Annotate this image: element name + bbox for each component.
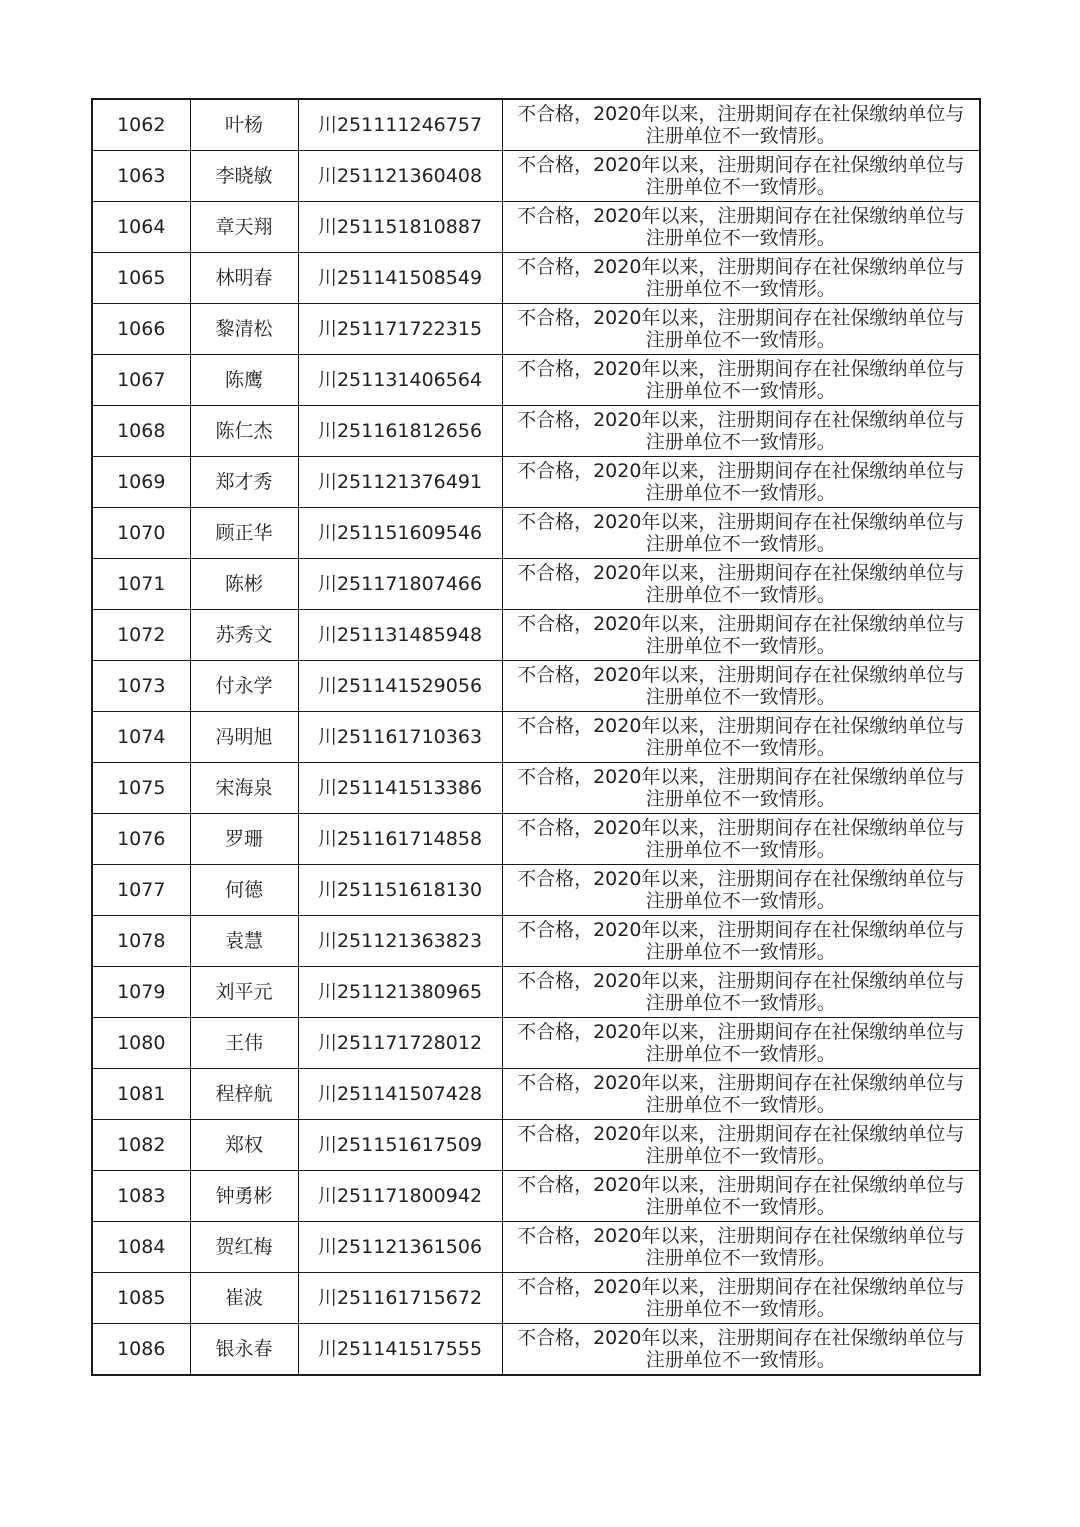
result-cell <box>502 967 980 1018</box>
name-cell: 钟勇彬 <box>190 1171 298 1222</box>
result-text-line-1: 不合格，2020年以来，注册期间存在社保缴纳单位与 <box>517 766 965 788</box>
result-text-line-1: 不合格，2020年以来，注册期间存在社保缴纳单位与 <box>517 205 965 227</box>
serial-number-cell: 1072 <box>92 610 190 661</box>
certificate-number-cell: 川251161714858 <box>298 814 502 865</box>
result-text-line-2: 注册单位不一致情形。 <box>645 584 836 606</box>
result-text-line-2: 注册单位不一致情形。 <box>645 482 836 504</box>
serial-number-cell: 1065 <box>92 253 190 304</box>
result-cell <box>502 253 980 304</box>
table-row <box>92 151 980 202</box>
name-cell: 李晓敏 <box>190 151 298 202</box>
result-cell <box>502 457 980 508</box>
table-row <box>92 1171 980 1222</box>
certificate-number-cell: 川251171728012 <box>298 1018 502 1069</box>
result-text-line-1: 不合格，2020年以来，注册期间存在社保缴纳单位与 <box>517 613 965 635</box>
result-text-line-2: 注册单位不一致情形。 <box>645 890 836 912</box>
table-row <box>92 661 980 712</box>
result-text-line-2: 注册单位不一致情形。 <box>645 1298 836 1320</box>
certificate-number-cell: 川251151617509 <box>298 1120 502 1171</box>
result-text-line-1: 不合格，2020年以来，注册期间存在社保缴纳单位与 <box>517 409 965 431</box>
certificate-number-cell: 川251141529056 <box>298 661 502 712</box>
result-text-line-1: 不合格，2020年以来，注册期间存在社保缴纳单位与 <box>517 1327 965 1349</box>
certificate-number-cell: 川251121361506 <box>298 1222 502 1273</box>
result-text-line-2: 注册单位不一致情形。 <box>645 635 836 657</box>
certificate-number-cell: 川251141508549 <box>298 253 502 304</box>
result-cell <box>502 508 980 559</box>
result-text-line-2: 注册单位不一致情形。 <box>645 992 836 1014</box>
serial-number-cell: 1082 <box>92 1120 190 1171</box>
name-cell: 银永春 <box>190 1324 298 1376</box>
name-cell: 黎清松 <box>190 304 298 355</box>
result-text-line-1: 不合格，2020年以来，注册期间存在社保缴纳单位与 <box>517 256 965 278</box>
serial-number-cell: 1070 <box>92 508 190 559</box>
table-row <box>92 1069 980 1120</box>
name-cell: 叶杨 <box>190 99 298 151</box>
table-row <box>92 814 980 865</box>
name-cell: 林明春 <box>190 253 298 304</box>
result-text-line-2: 注册单位不一致情形。 <box>645 125 836 147</box>
result-cell <box>502 1222 980 1273</box>
serial-number-cell: 1064 <box>92 202 190 253</box>
table-row <box>92 304 980 355</box>
result-text-line-2: 注册单位不一致情形。 <box>645 839 836 861</box>
serial-number-cell: 1073 <box>92 661 190 712</box>
results-table <box>91 98 981 1376</box>
name-cell: 陈鹰 <box>190 355 298 406</box>
table-row <box>92 712 980 763</box>
result-text-line-2: 注册单位不一致情形。 <box>645 941 836 963</box>
table-row <box>92 763 980 814</box>
certificate-number-cell: 川251161710363 <box>298 712 502 763</box>
result-text-line-1: 不合格，2020年以来，注册期间存在社保缴纳单位与 <box>517 460 965 482</box>
result-cell <box>502 814 980 865</box>
result-cell <box>502 99 980 151</box>
name-cell: 陈彬 <box>190 559 298 610</box>
result-cell <box>502 712 980 763</box>
result-text-line-1: 不合格，2020年以来，注册期间存在社保缴纳单位与 <box>517 1225 965 1247</box>
result-text-line-2: 注册单位不一致情形。 <box>645 737 836 759</box>
result-text-line-1: 不合格，2020年以来，注册期间存在社保缴纳单位与 <box>517 103 965 125</box>
result-cell <box>502 304 980 355</box>
result-text-line-2: 注册单位不一致情形。 <box>645 788 836 810</box>
table-row <box>92 1273 980 1324</box>
serial-number-cell: 1076 <box>92 814 190 865</box>
serial-number-cell: 1066 <box>92 304 190 355</box>
serial-number-cell: 1083 <box>92 1171 190 1222</box>
result-cell <box>502 406 980 457</box>
result-cell <box>502 661 980 712</box>
name-cell: 宋海泉 <box>190 763 298 814</box>
table-row <box>92 457 980 508</box>
certificate-number-cell: 川251151618130 <box>298 865 502 916</box>
certificate-number-cell: 川251171722315 <box>298 304 502 355</box>
certificate-number-cell: 川251171800942 <box>298 1171 502 1222</box>
certificate-number-cell: 川251121360408 <box>298 151 502 202</box>
name-cell: 冯明旭 <box>190 712 298 763</box>
result-text-line-2: 注册单位不一致情形。 <box>645 1043 836 1065</box>
result-cell <box>502 202 980 253</box>
table-row <box>92 406 980 457</box>
result-text-line-1: 不合格，2020年以来，注册期间存在社保缴纳单位与 <box>517 715 965 737</box>
result-text-line-1: 不合格，2020年以来，注册期间存在社保缴纳单位与 <box>517 919 965 941</box>
result-cell <box>502 916 980 967</box>
name-cell: 郑才秀 <box>190 457 298 508</box>
name-cell: 苏秀文 <box>190 610 298 661</box>
name-cell: 王伟 <box>190 1018 298 1069</box>
result-text-line-2: 注册单位不一致情形。 <box>645 176 836 198</box>
serial-number-cell: 1074 <box>92 712 190 763</box>
table-row <box>92 1222 980 1273</box>
serial-number-cell: 1062 <box>92 99 190 151</box>
name-cell: 罗珊 <box>190 814 298 865</box>
result-cell <box>502 1273 980 1324</box>
name-cell: 崔波 <box>190 1273 298 1324</box>
result-text-line-1: 不合格，2020年以来，注册期间存在社保缴纳单位与 <box>517 154 965 176</box>
result-text-line-1: 不合格，2020年以来，注册期间存在社保缴纳单位与 <box>517 1072 965 1094</box>
table-row <box>92 508 980 559</box>
name-cell: 章天翔 <box>190 202 298 253</box>
serial-number-cell: 1080 <box>92 1018 190 1069</box>
result-text-line-2: 注册单位不一致情形。 <box>645 1094 836 1116</box>
serial-number-cell: 1085 <box>92 1273 190 1324</box>
name-cell: 贺红梅 <box>190 1222 298 1273</box>
serial-number-cell: 1081 <box>92 1069 190 1120</box>
certificate-number-cell: 川251161812656 <box>298 406 502 457</box>
certificate-number-cell: 川251111246757 <box>298 99 502 151</box>
result-text-line-1: 不合格，2020年以来，注册期间存在社保缴纳单位与 <box>517 817 965 839</box>
serial-number-cell: 1084 <box>92 1222 190 1273</box>
table-row <box>92 967 980 1018</box>
table-row <box>92 355 980 406</box>
certificate-number-cell: 川251171807466 <box>298 559 502 610</box>
name-cell: 何德 <box>190 865 298 916</box>
certificate-number-cell: 川251131406564 <box>298 355 502 406</box>
table-row <box>92 916 980 967</box>
serial-number-cell: 1071 <box>92 559 190 610</box>
name-cell: 程梓航 <box>190 1069 298 1120</box>
result-cell <box>502 355 980 406</box>
result-text-line-1: 不合格，2020年以来，注册期间存在社保缴纳单位与 <box>517 868 965 890</box>
result-cell <box>502 1069 980 1120</box>
result-text-line-1: 不合格，2020年以来，注册期间存在社保缴纳单位与 <box>517 562 965 584</box>
table-row <box>92 202 980 253</box>
table-row <box>92 1120 980 1171</box>
certificate-number-cell: 川251151810887 <box>298 202 502 253</box>
result-text-line-2: 注册单位不一致情形。 <box>645 686 836 708</box>
name-cell: 袁慧 <box>190 916 298 967</box>
result-cell <box>502 763 980 814</box>
result-text-line-2: 注册单位不一致情形。 <box>645 431 836 453</box>
name-cell: 郑权 <box>190 1120 298 1171</box>
result-text-line-1: 不合格，2020年以来，注册期间存在社保缴纳单位与 <box>517 358 965 380</box>
table-row <box>92 253 980 304</box>
name-cell: 付永学 <box>190 661 298 712</box>
result-cell <box>502 1018 980 1069</box>
result-cell <box>502 559 980 610</box>
table-row <box>92 1324 980 1376</box>
serial-number-cell: 1079 <box>92 967 190 1018</box>
result-text-line-1: 不合格，2020年以来，注册期间存在社保缴纳单位与 <box>517 1021 965 1043</box>
serial-number-cell: 1068 <box>92 406 190 457</box>
result-text-line-2: 注册单位不一致情形。 <box>645 278 836 300</box>
table-row <box>92 610 980 661</box>
results-table-body <box>92 99 980 1375</box>
result-cell <box>502 1171 980 1222</box>
result-text-line-1: 不合格，2020年以来，注册期间存在社保缴纳单位与 <box>517 307 965 329</box>
result-text-line-1: 不合格，2020年以来，注册期间存在社保缴纳单位与 <box>517 1276 965 1298</box>
result-text-line-2: 注册单位不一致情形。 <box>645 227 836 249</box>
certificate-number-cell: 川251141507428 <box>298 1069 502 1120</box>
certificate-number-cell: 川251151609546 <box>298 508 502 559</box>
certificate-number-cell: 川251121380965 <box>298 967 502 1018</box>
certificate-number-cell: 川251121376491 <box>298 457 502 508</box>
serial-number-cell: 1069 <box>92 457 190 508</box>
result-text-line-2: 注册单位不一致情形。 <box>645 1196 836 1218</box>
result-text-line-2: 注册单位不一致情形。 <box>645 380 836 402</box>
certificate-number-cell: 川251131485948 <box>298 610 502 661</box>
certificate-number-cell: 川251161715672 <box>298 1273 502 1324</box>
result-cell <box>502 1324 980 1376</box>
result-text-line-2: 注册单位不一致情形。 <box>645 1247 836 1269</box>
serial-number-cell: 1063 <box>92 151 190 202</box>
result-text-line-2: 注册单位不一致情形。 <box>645 533 836 555</box>
result-text-line-1: 不合格，2020年以来，注册期间存在社保缴纳单位与 <box>517 1174 965 1196</box>
serial-number-cell: 1075 <box>92 763 190 814</box>
result-cell <box>502 151 980 202</box>
table-row <box>92 99 980 151</box>
name-cell: 刘平元 <box>190 967 298 1018</box>
table-row <box>92 559 980 610</box>
result-text-line-2: 注册单位不一致情形。 <box>645 1145 836 1167</box>
result-text-line-2: 注册单位不一致情形。 <box>645 329 836 351</box>
serial-number-cell: 1077 <box>92 865 190 916</box>
result-text-line-1: 不合格，2020年以来，注册期间存在社保缴纳单位与 <box>517 970 965 992</box>
table-row <box>92 1018 980 1069</box>
result-cell <box>502 1120 980 1171</box>
serial-number-cell: 1067 <box>92 355 190 406</box>
name-cell: 顾正华 <box>190 508 298 559</box>
result-text-line-2: 注册单位不一致情形。 <box>645 1349 836 1371</box>
result-cell <box>502 610 980 661</box>
name-cell: 陈仁杰 <box>190 406 298 457</box>
serial-number-cell: 1086 <box>92 1324 190 1376</box>
serial-number-cell: 1078 <box>92 916 190 967</box>
result-text-line-1: 不合格，2020年以来，注册期间存在社保缴纳单位与 <box>517 511 965 533</box>
result-text-line-1: 不合格，2020年以来，注册期间存在社保缴纳单位与 <box>517 1123 965 1145</box>
result-text-line-1: 不合格，2020年以来，注册期间存在社保缴纳单位与 <box>517 664 965 686</box>
table-row <box>92 865 980 916</box>
result-cell <box>502 865 980 916</box>
certificate-number-cell: 川251121363823 <box>298 916 502 967</box>
certificate-number-cell: 川251141513386 <box>298 763 502 814</box>
certificate-number-cell: 川251141517555 <box>298 1324 502 1376</box>
